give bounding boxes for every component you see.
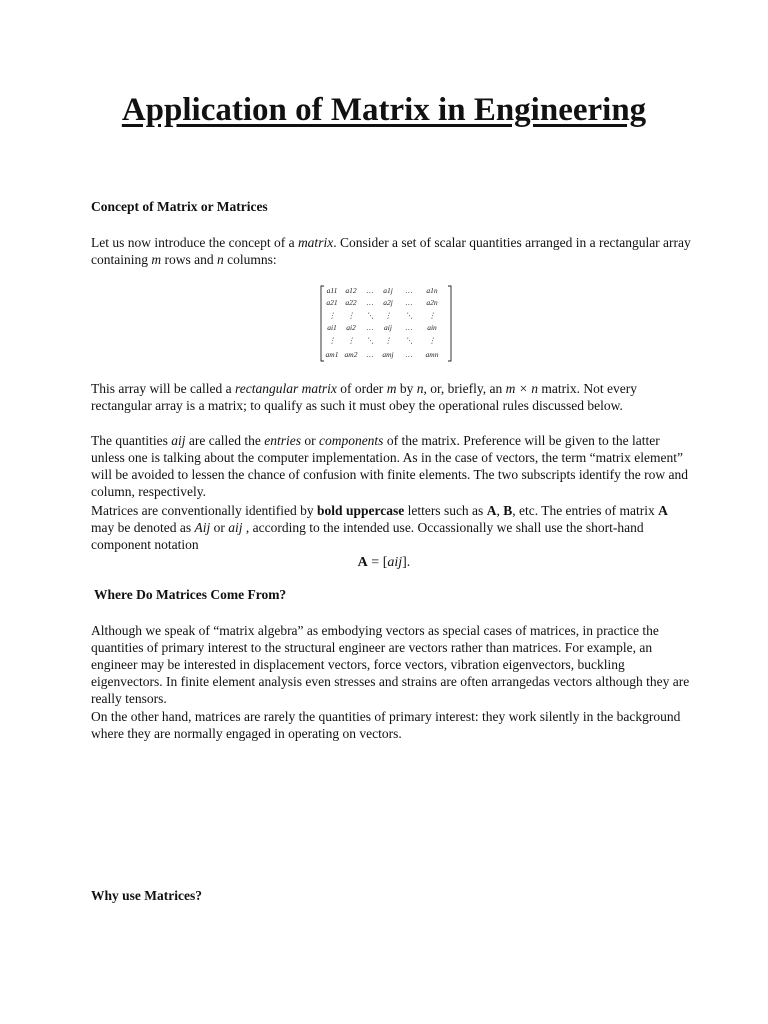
section-heading-concept: Concept of Matrix or Matrices [91, 199, 268, 214]
paragraph-where-1: Although we speak of “matrix algebra” as embodying vectors as special cases of matrices, in practice the quantities of primary interest to the structural engineer are vectors rather than matrices. For example, an engineer may be interested in displacement vectors, force vectors, vibration eigenvectors, buckling eigenvectors. In finite element analysis even stresses and strains are often arrangedas vectors although they are really tensors. [91, 623, 690, 706]
matrix-cell: am2 [344, 350, 358, 359]
matrix-cell: … [405, 298, 413, 307]
paragraph-where-2: On the other hand, matrices are rarely the quantities of primary interest: they work silently in the background where they are normally engaged in operating on vectors. [91, 709, 681, 741]
matrix-cell: aij [384, 323, 392, 332]
matrix-cell: ⋮ [347, 336, 355, 345]
paragraph-notation: Matrices are conventionally identified by bold uppercase letters such as A, B, etc. The entries of matrix A may be denoted as Aij or aij , according to the intended use. Occassionally we shall use the short-hand component notation [91, 503, 668, 552]
matrix-cell: ⋮ [347, 311, 355, 320]
matrix-cell: amj [382, 350, 394, 359]
matrix-cell: amn [425, 350, 439, 359]
matrix-cell: ai1 [327, 323, 337, 332]
matrix-cell: ⋱ [366, 336, 374, 345]
matrix-cell: … [405, 286, 413, 295]
matrix-cell: a22 [345, 298, 357, 307]
matrix-cell: … [366, 286, 374, 295]
matrix-cell: ⋮ [328, 336, 336, 345]
matrix-cell: ⋮ [384, 336, 392, 345]
matrix-cell: … [366, 323, 374, 332]
matrix-right-bracket [448, 286, 451, 361]
matrix-cell: … [405, 323, 413, 332]
matrix-cell: ⋮ [428, 336, 436, 345]
matrix-cell: ⋮ [428, 311, 436, 320]
matrix-cell: ⋱ [405, 336, 413, 345]
matrix-cell: a2n [426, 298, 438, 307]
matrix-svg [318, 283, 454, 364]
section-heading-where: Where Do Matrices Come From? [94, 587, 287, 602]
document-title: Application of Matrix in Engineering [121, 92, 647, 128]
matrix-cell: a11 [326, 286, 338, 295]
matrix-cell: ⋱ [405, 311, 413, 320]
paragraph-entries: The quantities aij are called the entries or components of the matrix. Preference will be given to the latter unless one is talking about the computer implementation. As in the case of vectors, the term “matrix element” will be avoided to lessen the chance of confusion with finite elements. The two subscripts identify the row and column, respectively. [91, 433, 688, 499]
matrix-cell: … [366, 350, 374, 359]
paragraph-intro: Let us now introduce the concept of a matrix. Consider a set of scalar quantities arranged in a rectangular array containing m rows and n columns: [91, 235, 691, 267]
matrix-cell: am1 [325, 350, 339, 359]
matrix-cell: a1j [383, 286, 393, 295]
matrix-left-bracket [321, 286, 324, 361]
matrix-cell: a2j [383, 298, 393, 307]
section-heading-why: Why use Matrices? [91, 888, 202, 903]
matrix-figure [318, 283, 454, 364]
matrix-cell: … [366, 298, 374, 307]
matrix-cell: ⋱ [366, 311, 374, 320]
matrix-cell: ai2 [346, 323, 356, 332]
matrix-cell: a12 [345, 286, 357, 295]
matrix-cell: ⋮ [328, 311, 336, 320]
matrix-cell: … [405, 350, 413, 359]
matrix-cell: a21 [326, 298, 338, 307]
matrix-cell: a1n [426, 286, 438, 295]
matrix-cell: ⋮ [384, 311, 392, 320]
paragraph-rectangular-matrix: This array will be called a rectangular matrix of order m by n, or, briefly, an m × n matrix. Not every rectangular array is a matrix; to qualify as such it must obey the operational rules discussed below. [91, 381, 637, 413]
matrix-cell: ain [427, 323, 437, 332]
equation-notation: A = [aij]. [357, 555, 411, 570]
